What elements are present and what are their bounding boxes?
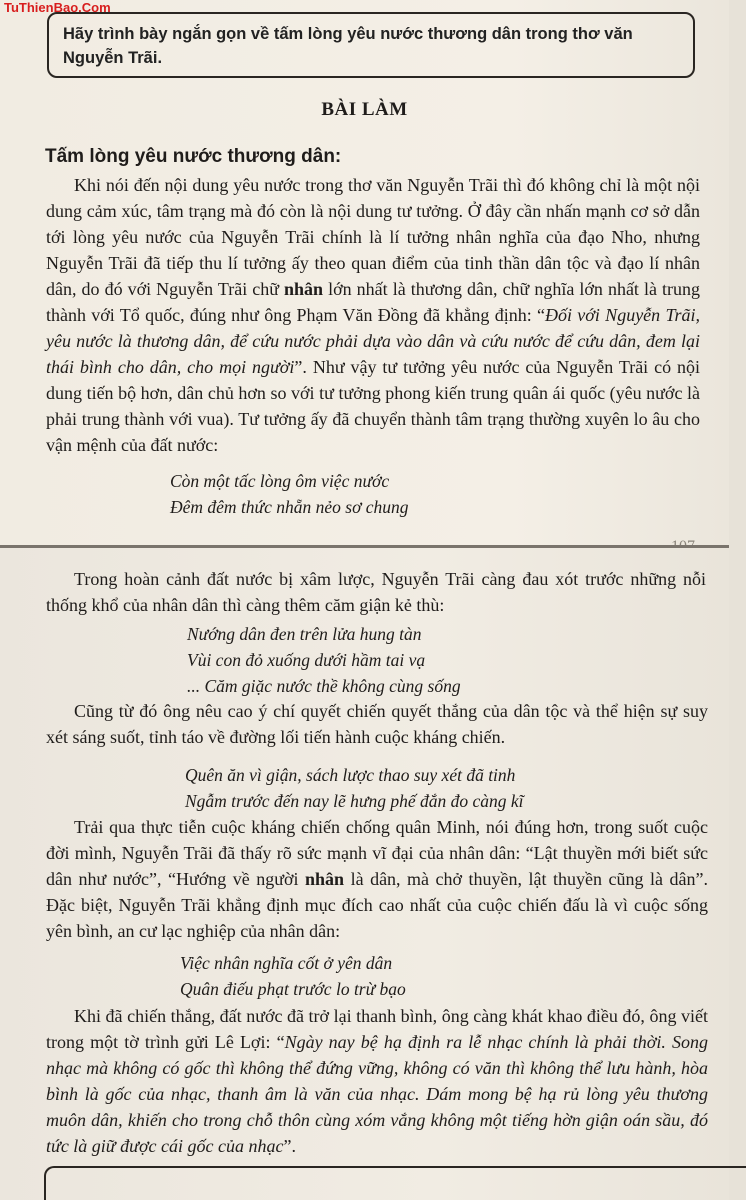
verse-1 — [170, 468, 409, 520]
paragraph-2: Trong hoàn cảnh đất nước bị xâm lược, Nguyễn Trãi càng đau xót trước những nỗi thống khổ của nhân dân thì càng thêm căm giận kẻ thù: — [46, 569, 706, 615]
verse-line: Nướng dân đen trên lửa hung tàn — [187, 624, 422, 644]
paragraph-4: Trải qua thực tiễn cuộc kháng chiến chống quân Minh, nói đúng hơn, trong suốt cuộc đời mình, Nguyễn Trãi đã thấy rõ sức mạnh vĩ đại của nhân dân: “Lật thuyền mới biết sức dân như nước”, “Hướng về người nhân là dân, mà chở thuyền, lật thuyền cũng là dân”. Đặc biệt, Nguyễn Trãi khẳng định mục đích cao nhất của cuộc chiến đấu là vì cuộc sống yên bình, an cư lạc nghiệp của nhân dân: — [46, 817, 708, 941]
section-subheading: Tấm lòng yêu nước thương dân: — [45, 146, 342, 167]
question-text: Hãy trình bày ngắn gọn về tấm lòng yêu nước thương dân trong thơ văn Nguyễn Trãi. — [63, 25, 633, 67]
verse-line: Đêm đêm thức nhẵn nẻo sơ chung — [170, 497, 409, 517]
verse-3 — [185, 762, 524, 814]
next-box-border — [44, 1166, 746, 1200]
verse-line: ... Căm giặc nước thề không cùng sống — [187, 676, 461, 696]
verse-line: Quên ăn vì giận, sách lược thao suy xét đã tinh — [185, 765, 516, 785]
answer-heading: BÀI LÀM — [321, 99, 408, 120]
watermark: TuThienBao.Com — [4, 0, 111, 15]
top-page — [0, 0, 729, 545]
verse-line: Ngẫm trước đến nay lẽ hưng phế đắn đo càng kĩ — [185, 791, 524, 811]
verse-line: Quân điếu phạt trước lo trừ bạo — [180, 979, 406, 999]
verse-line: Vùi con đỏ xuống dưới hầm tai vạ — [187, 650, 426, 670]
paragraph-3: Cũng từ đó ông nêu cao ý chí quyết chiến quyết thắng của dân tộc và thể hiện sự suy xét sáng suốt, tỉnh táo về đường lối tiến hành cuộc kháng chiến. — [46, 701, 708, 747]
verse-line: Còn một tấc lòng ôm việc nước — [170, 471, 390, 491]
verse-2 — [187, 621, 461, 699]
question-box — [47, 12, 695, 78]
paragraph-5: Khi đã chiến thắng, đất nước đã trở lại thanh bình, ông càng khát khao điều đó, ông viết trong một tờ trình gửi Lê Lợi: “Ngày nay bệ hạ định ra lễ nhạc chính là phải thời. Song nhạc mà không có gốc thì không thể đứng vững, không có văn thì không thể lưu hành, hòa bình là gốc của nhạc, thanh âm là văn của nhạc. Dám mong bệ hạ rủ lòng yêu thương muôn dân, khiến cho trong chỗ thôn cùng xóm vắng không một tiếng hờn giận oán sầu, đó tức là giữ được cái gốc của nhạc”. — [46, 1006, 708, 1156]
paragraph-1: Khi nói đến nội dung yêu nước trong thơ văn Nguyễn Trãi thì đó không chỉ là một nội dung cảm xúc, tâm trạng mà đó còn là nội dung tư tưởng. Ở đây cần nhấn mạnh cơ sở dẫn tới lòng yêu nước của Nguyễn Trãi chính là lí tưởng nhân nghĩa của đạo Nho, nhưng Nguyễn Trãi đã tiếp thu lí tưởng ấy theo quan điểm của tinh thần dân tộc và đạo lí nhân dân, do đó với Nguyễn Trãi chữ nhân lớn nhất là thương dân, chữ nghĩa lớn nhất là trung thành với Tổ quốc, đúng như ông Phạm Văn Đồng đã khẳng định: “Đối với Nguyễn Trãi, yêu nước là thương dân, để cứu nước phải dựa vào dân và cứu nước để cứu dân, đem lại thái bình cho dân, cho mọi người”. Như vậy tư tưởng yêu nước của Nguyễn Trãi có nội dung tiến bộ hơn, dân chủ hơn so với tư tưởng phong kiến trung quân ái quốc (yêu nước là phải trung thành với vua). Tư tưởng ấy đã chuyển thành tâm trạng thường xuyên lo âu cho vận mệnh của đất nước: — [46, 175, 701, 455]
verse-line: Việc nhân nghĩa cốt ở yên dân — [180, 953, 393, 973]
bottom-page — [0, 548, 729, 1200]
verse-4 — [180, 950, 406, 1002]
